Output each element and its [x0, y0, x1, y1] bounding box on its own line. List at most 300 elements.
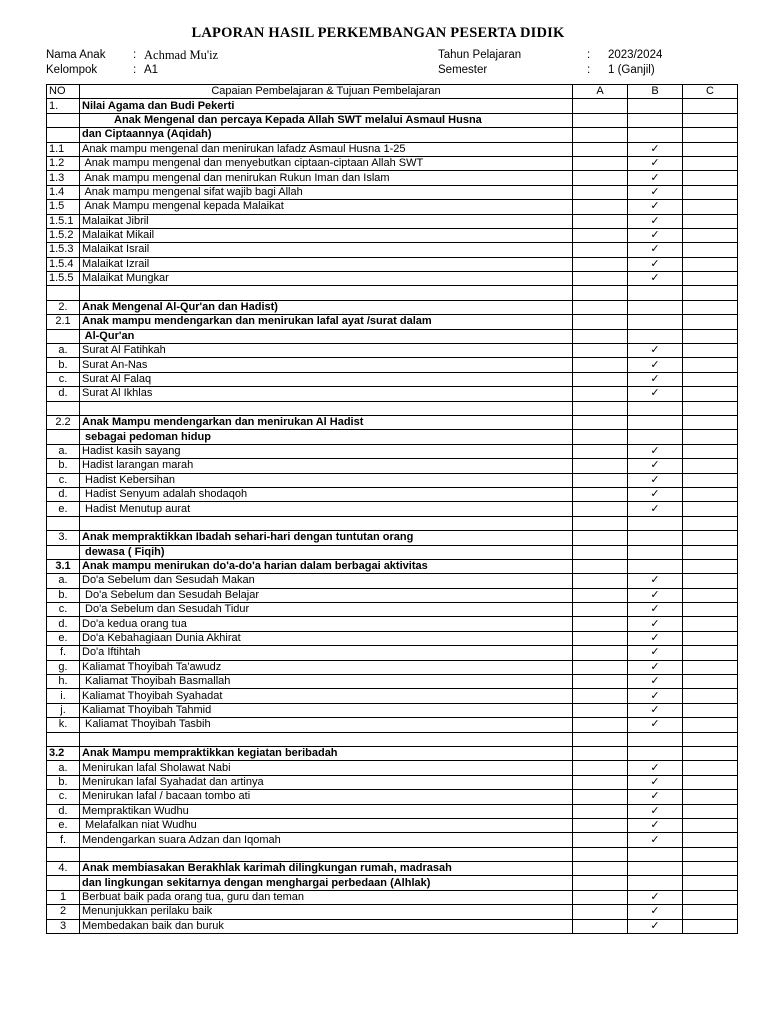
grade-cell-a	[573, 804, 628, 818]
checkmark-icon: ✓	[650, 588, 660, 601]
grade-cell-b	[628, 588, 683, 602]
row-description: Menirukan lafal Syahadat dan artinya	[80, 775, 573, 789]
checkmark-icon: ✓	[650, 632, 660, 645]
grade-cell-c	[683, 358, 738, 372]
table-row	[47, 833, 738, 847]
row-description: Anak Mampu mempraktikkan kegiatan beribadah	[80, 746, 573, 760]
grade-cell-a	[573, 156, 628, 170]
grade-cell-a	[573, 372, 628, 386]
row-number: 1.1	[47, 142, 80, 156]
row-description: Surat Al Ikhlas	[80, 387, 573, 401]
grade-cell-c	[683, 401, 738, 415]
grade-cell-a	[573, 228, 628, 242]
row-number	[47, 113, 80, 127]
kelompok-value: A1	[144, 64, 159, 76]
grade-cell-a	[573, 660, 628, 674]
row-description: Do'a Sebelum dan Sesudah Belajar	[80, 588, 573, 602]
checkmark-icon: ✓	[650, 804, 660, 817]
table-row	[47, 818, 738, 832]
grade-cell-b	[628, 142, 683, 156]
grade-cell-b	[628, 876, 683, 890]
table-row	[47, 603, 738, 617]
grade-cell-a	[573, 689, 628, 703]
grade-cell-b	[628, 804, 683, 818]
row-description: Surat Al Fatihkah	[80, 344, 573, 358]
grade-cell-a	[573, 603, 628, 617]
row-number: 1	[47, 890, 80, 904]
row-description: Nilai Agama dan Budi Pekerti	[80, 99, 573, 113]
grade-cell-c	[683, 315, 738, 329]
grade-cell-c	[683, 444, 738, 458]
row-description: Hadist larangan marah	[80, 459, 573, 473]
row-description: Malaikat Jibril	[80, 214, 573, 228]
row-description: sebagai pedoman hidup	[80, 430, 573, 444]
row-description: Do'a Iftihtah	[80, 646, 573, 660]
grade-cell-b	[628, 128, 683, 142]
grade-cell-c	[683, 732, 738, 746]
row-description: Al-Qur'an	[80, 329, 573, 343]
row-number	[47, 128, 80, 142]
grade-cell-b	[628, 574, 683, 588]
grade-cell-a	[573, 444, 628, 458]
checkmark-icon: ✓	[650, 214, 660, 227]
table-header-row	[47, 85, 738, 99]
table-row	[47, 228, 738, 242]
semester-colon: :	[587, 64, 591, 76]
grade-cell-c	[683, 660, 738, 674]
checkmark-icon: ✓	[650, 919, 660, 932]
grade-cell-a	[573, 243, 628, 257]
grade-cell-b	[628, 200, 683, 214]
grade-cell-b	[628, 516, 683, 530]
grade-cell-b	[628, 833, 683, 847]
table-row	[47, 761, 738, 775]
table-row	[47, 473, 738, 487]
row-description: Anak Mengenal dan percaya Kepada Allah SWT melalui Asmaul Husna	[80, 113, 573, 127]
table-row-spacer	[47, 847, 738, 861]
table-row-spacer	[47, 401, 738, 415]
row-number: c.	[47, 603, 80, 617]
grade-cell-b	[628, 358, 683, 372]
row-number	[47, 516, 80, 530]
grade-cell-c	[683, 272, 738, 286]
table-row	[47, 300, 738, 314]
assessment-table-body	[47, 85, 738, 934]
grade-cell-c	[683, 775, 738, 789]
grade-cell-c	[683, 502, 738, 516]
table-row	[47, 746, 738, 760]
grade-cell-b	[628, 603, 683, 617]
row-description: Kaliamat Thoyibah Tahmid	[80, 703, 573, 717]
row-number: 1.5.3	[47, 243, 80, 257]
grade-cell-c	[683, 344, 738, 358]
row-description: Anak mampu mendengarkan dan menirukan lafal ayat /surat dalam	[80, 315, 573, 329]
row-number	[47, 401, 80, 415]
table-row	[47, 142, 738, 156]
row-description: Malaikat Mikail	[80, 228, 573, 242]
header-no: NO	[47, 85, 80, 99]
checkmark-icon: ✓	[650, 905, 660, 918]
grade-cell-c	[683, 185, 738, 199]
row-number: d.	[47, 387, 80, 401]
row-number: 2.	[47, 300, 80, 314]
grade-cell-c	[683, 603, 738, 617]
grade-cell-b	[628, 646, 683, 660]
table-row-spacer	[47, 516, 738, 530]
grade-cell-b	[628, 430, 683, 444]
kelompok-colon: :	[133, 64, 137, 76]
checkmark-icon: ✓	[650, 891, 660, 904]
checkmark-icon: ✓	[650, 387, 660, 400]
table-row	[47, 790, 738, 804]
grade-cell-c	[683, 171, 738, 185]
grade-cell-a	[573, 732, 628, 746]
row-number: d.	[47, 804, 80, 818]
checkmark-icon: ✓	[650, 243, 660, 256]
table-row	[47, 689, 738, 703]
table-row	[47, 804, 738, 818]
row-number: c.	[47, 790, 80, 804]
grade-cell-b	[628, 689, 683, 703]
grade-cell-a	[573, 545, 628, 559]
tahun-label: Tahun Pelajaran	[438, 49, 522, 61]
grade-cell-a	[573, 833, 628, 847]
grade-cell-a	[573, 718, 628, 732]
table-row	[47, 200, 738, 214]
header-c: C	[683, 85, 738, 99]
grade-cell-a	[573, 185, 628, 199]
row-description: Anak Mampu mendengarkan dan menirukan Al Hadist	[80, 415, 573, 429]
grade-cell-a	[573, 646, 628, 660]
table-row	[47, 387, 738, 401]
grade-cell-b	[628, 502, 683, 516]
grade-cell-a	[573, 200, 628, 214]
checkmark-icon: ✓	[650, 272, 660, 285]
grade-cell-c	[683, 372, 738, 386]
row-number	[47, 876, 80, 890]
grade-cell-a	[573, 487, 628, 501]
checkmark-icon: ✓	[650, 157, 660, 170]
grade-cell-c	[683, 862, 738, 876]
grade-cell-a	[573, 905, 628, 919]
grade-cell-c	[683, 833, 738, 847]
grade-cell-a	[573, 761, 628, 775]
grade-cell-a	[573, 617, 628, 631]
checkmark-icon: ✓	[650, 617, 660, 630]
grade-cell-c	[683, 689, 738, 703]
row-description: Hadist Menutup aurat	[80, 502, 573, 516]
row-number: a.	[47, 444, 80, 458]
grade-cell-b	[628, 257, 683, 271]
table-row	[47, 257, 738, 271]
grade-cell-b	[628, 272, 683, 286]
grade-cell-b	[628, 415, 683, 429]
row-description: Mempraktikan Wudhu	[80, 804, 573, 818]
checkmark-icon: ✓	[650, 444, 660, 457]
checkmark-icon: ✓	[650, 703, 660, 716]
row-description: Anak mampu mengenal sifat wajib bagi Allah	[80, 185, 573, 199]
grade-cell-c	[683, 142, 738, 156]
grade-cell-a	[573, 415, 628, 429]
tahun-value: 2023/2024	[608, 49, 663, 61]
grade-cell-c	[683, 746, 738, 760]
checkmark-icon: ✓	[650, 200, 660, 213]
row-description: Anak mampu mengenal dan menyebutkan ciptaan-ciptaan Allah SWT	[80, 156, 573, 170]
checkmark-icon: ✓	[650, 358, 660, 371]
grade-cell-c	[683, 257, 738, 271]
grade-cell-c	[683, 459, 738, 473]
table-row	[47, 660, 738, 674]
grade-cell-c	[683, 113, 738, 127]
checkmark-icon: ✓	[650, 373, 660, 385]
row-description: Anak mampu menirukan do'a-do'a harian dalam berbagai aktivitas	[80, 559, 573, 573]
table-row	[47, 531, 738, 545]
row-number: i.	[47, 689, 80, 703]
table-row	[47, 617, 738, 631]
grade-cell-c	[683, 415, 738, 429]
grade-cell-b	[628, 559, 683, 573]
row-number: b.	[47, 775, 80, 789]
row-description: Do'a kedua orang tua	[80, 617, 573, 631]
row-description: Melafalkan niat Wudhu	[80, 818, 573, 832]
grade-cell-a	[573, 847, 628, 861]
row-number: a.	[47, 761, 80, 775]
grade-cell-a	[573, 142, 628, 156]
row-number: e.	[47, 818, 80, 832]
grade-cell-c	[683, 574, 738, 588]
grade-cell-a	[573, 919, 628, 933]
row-number: 1.4	[47, 185, 80, 199]
grade-cell-c	[683, 631, 738, 645]
grade-cell-c	[683, 761, 738, 775]
grade-cell-b	[628, 315, 683, 329]
grade-cell-a	[573, 286, 628, 300]
checkmark-icon: ✓	[650, 761, 660, 774]
grade-cell-c	[683, 99, 738, 113]
grade-cell-c	[683, 128, 738, 142]
kelompok-label: Kelompok	[46, 64, 98, 76]
table-row	[47, 862, 738, 876]
checkmark-icon: ✓	[650, 646, 660, 659]
row-description: Menirukan lafal / bacaan tombo ati	[80, 790, 573, 804]
checkmark-icon: ✓	[650, 171, 660, 184]
grade-cell-c	[683, 675, 738, 689]
grade-cell-b	[628, 243, 683, 257]
table-row	[47, 344, 738, 358]
table-row	[47, 128, 738, 142]
table-row	[47, 502, 738, 516]
row-description: Membedakan baik dan buruk	[80, 919, 573, 933]
grade-cell-b	[628, 746, 683, 760]
row-number	[47, 732, 80, 746]
row-description: dan lingkungan sekitarnya dengan menghargai perbedaan (Alhlak)	[80, 876, 573, 890]
row-number: 1.5.1	[47, 214, 80, 228]
row-description: Anak Mengenal Al-Qur'an dan Hadist)	[80, 300, 573, 314]
checkmark-icon: ✓	[650, 502, 660, 515]
grade-cell-c	[683, 617, 738, 631]
row-number: a.	[47, 344, 80, 358]
checkmark-icon: ✓	[650, 257, 660, 270]
table-row	[47, 444, 738, 458]
grade-cell-b	[628, 99, 683, 113]
grade-cell-c	[683, 487, 738, 501]
row-number: 1.5.2	[47, 228, 80, 242]
row-description: Anak membiasakan Berakhlak karimah dilingkungan rumah, madrasah	[80, 862, 573, 876]
grade-cell-a	[573, 459, 628, 473]
grade-cell-a	[573, 99, 628, 113]
grade-cell-a	[573, 128, 628, 142]
row-number: 1.2	[47, 156, 80, 170]
table-row	[47, 372, 738, 386]
checkmark-icon: ✓	[650, 790, 660, 803]
grade-cell-c	[683, 588, 738, 602]
row-description: Anak mampu mengenal dan menirukan Rukun Iman dan Islam	[80, 171, 573, 185]
grade-cell-a	[573, 675, 628, 689]
row-number: b.	[47, 459, 80, 473]
row-number: 2.2	[47, 415, 80, 429]
grade-cell-c	[683, 919, 738, 933]
table-row-spacer	[47, 286, 738, 300]
grade-cell-b	[628, 286, 683, 300]
grade-cell-b	[628, 862, 683, 876]
grade-cell-a	[573, 775, 628, 789]
table-row	[47, 890, 738, 904]
grade-cell-c	[683, 214, 738, 228]
grade-cell-a	[573, 171, 628, 185]
grade-cell-b	[628, 761, 683, 775]
row-description: Anak mampu mengenal dan menirukan lafadz Asmaul Husna 1-25	[80, 142, 573, 156]
row-number: e.	[47, 631, 80, 645]
grade-cell-b	[628, 919, 683, 933]
grade-cell-b	[628, 675, 683, 689]
row-number: 1.3	[47, 171, 80, 185]
checkmark-icon: ✓	[650, 603, 660, 616]
checkmark-icon: ✓	[650, 775, 660, 788]
row-number	[47, 545, 80, 559]
grade-cell-a	[573, 387, 628, 401]
grade-cell-a	[573, 531, 628, 545]
checkmark-icon: ✓	[650, 488, 660, 501]
grade-cell-c	[683, 804, 738, 818]
grade-cell-c	[683, 329, 738, 343]
grade-cell-b	[628, 113, 683, 127]
table-row	[47, 646, 738, 660]
grade-cell-a	[573, 329, 628, 343]
grade-cell-b	[628, 718, 683, 732]
row-number: f.	[47, 646, 80, 660]
checkmark-icon: ✓	[650, 185, 660, 198]
table-row	[47, 415, 738, 429]
row-number: 1.	[47, 99, 80, 113]
grade-cell-a	[573, 818, 628, 832]
semester-label: Semester	[438, 64, 488, 76]
row-number: 4.	[47, 862, 80, 876]
table-row	[47, 919, 738, 933]
grade-cell-a	[573, 631, 628, 645]
row-description: Kaliamat Thoyibah Ta'awudz	[80, 660, 573, 674]
row-description: Kaliamat Thoyibah Basmallah	[80, 675, 573, 689]
row-description: Hadist kasih sayang	[80, 444, 573, 458]
grade-cell-a	[573, 703, 628, 717]
row-number	[47, 329, 80, 343]
table-row	[47, 430, 738, 444]
nama-label: Nama Anak	[46, 49, 106, 61]
grade-cell-a	[573, 272, 628, 286]
table-row	[47, 156, 738, 170]
grade-cell-c	[683, 430, 738, 444]
header-a: A	[573, 85, 628, 99]
grade-cell-b	[628, 818, 683, 832]
grade-cell-b	[628, 344, 683, 358]
row-number: 3.	[47, 531, 80, 545]
checkmark-icon: ✓	[650, 473, 660, 486]
table-row	[47, 675, 738, 689]
grade-cell-a	[573, 790, 628, 804]
checkmark-icon: ✓	[650, 819, 660, 832]
grade-cell-a	[573, 574, 628, 588]
grade-cell-a	[573, 300, 628, 314]
grade-cell-b	[628, 185, 683, 199]
table-row	[47, 99, 738, 113]
grade-cell-c	[683, 243, 738, 257]
grade-cell-a	[573, 401, 628, 415]
grade-cell-b	[628, 790, 683, 804]
grade-cell-b	[628, 171, 683, 185]
grade-cell-a	[573, 502, 628, 516]
row-description: Hadist Kebersihan	[80, 473, 573, 487]
table-row	[47, 703, 738, 717]
table-row	[47, 905, 738, 919]
row-number: 3.2	[47, 746, 80, 760]
row-description: Malaikat Israil	[80, 243, 573, 257]
table-row	[47, 329, 738, 343]
grade-cell-b	[628, 401, 683, 415]
row-description: Do'a Sebelum dan Sesudah Tidur	[80, 603, 573, 617]
grade-cell-a	[573, 588, 628, 602]
row-description: Kaliamat Thoyibah Tasbih	[80, 718, 573, 732]
row-number: 2.1	[47, 315, 80, 329]
row-number: b.	[47, 588, 80, 602]
row-description: Do'a Kebahagiaan Dunia Akhirat	[80, 631, 573, 645]
grade-cell-b	[628, 890, 683, 904]
table-row	[47, 559, 738, 573]
row-number: a.	[47, 574, 80, 588]
grade-cell-b	[628, 905, 683, 919]
row-description: Anak mempraktikkan Ibadah sehari-hari dengan tuntutan orang	[80, 531, 573, 545]
table-row	[47, 243, 738, 257]
nama-colon: :	[133, 49, 137, 61]
grade-cell-a	[573, 559, 628, 573]
row-number: c.	[47, 473, 80, 487]
grade-cell-c	[683, 286, 738, 300]
checkmark-icon: ✓	[650, 718, 660, 731]
grade-cell-b	[628, 372, 683, 386]
row-number: 1.5	[47, 200, 80, 214]
tahun-colon: :	[587, 49, 591, 61]
grade-cell-c	[683, 718, 738, 732]
grade-cell-b	[628, 703, 683, 717]
grade-cell-a	[573, 473, 628, 487]
grade-cell-c	[683, 156, 738, 170]
row-number: f.	[47, 833, 80, 847]
grade-cell-b	[628, 487, 683, 501]
grade-cell-b	[628, 660, 683, 674]
row-number: h.	[47, 675, 80, 689]
row-description: Do'a Sebelum dan Sesudah Makan	[80, 574, 573, 588]
row-number: 3.1	[47, 559, 80, 573]
row-description: Hadist Senyum adalah shodaqoh	[80, 487, 573, 501]
grade-cell-a	[573, 890, 628, 904]
